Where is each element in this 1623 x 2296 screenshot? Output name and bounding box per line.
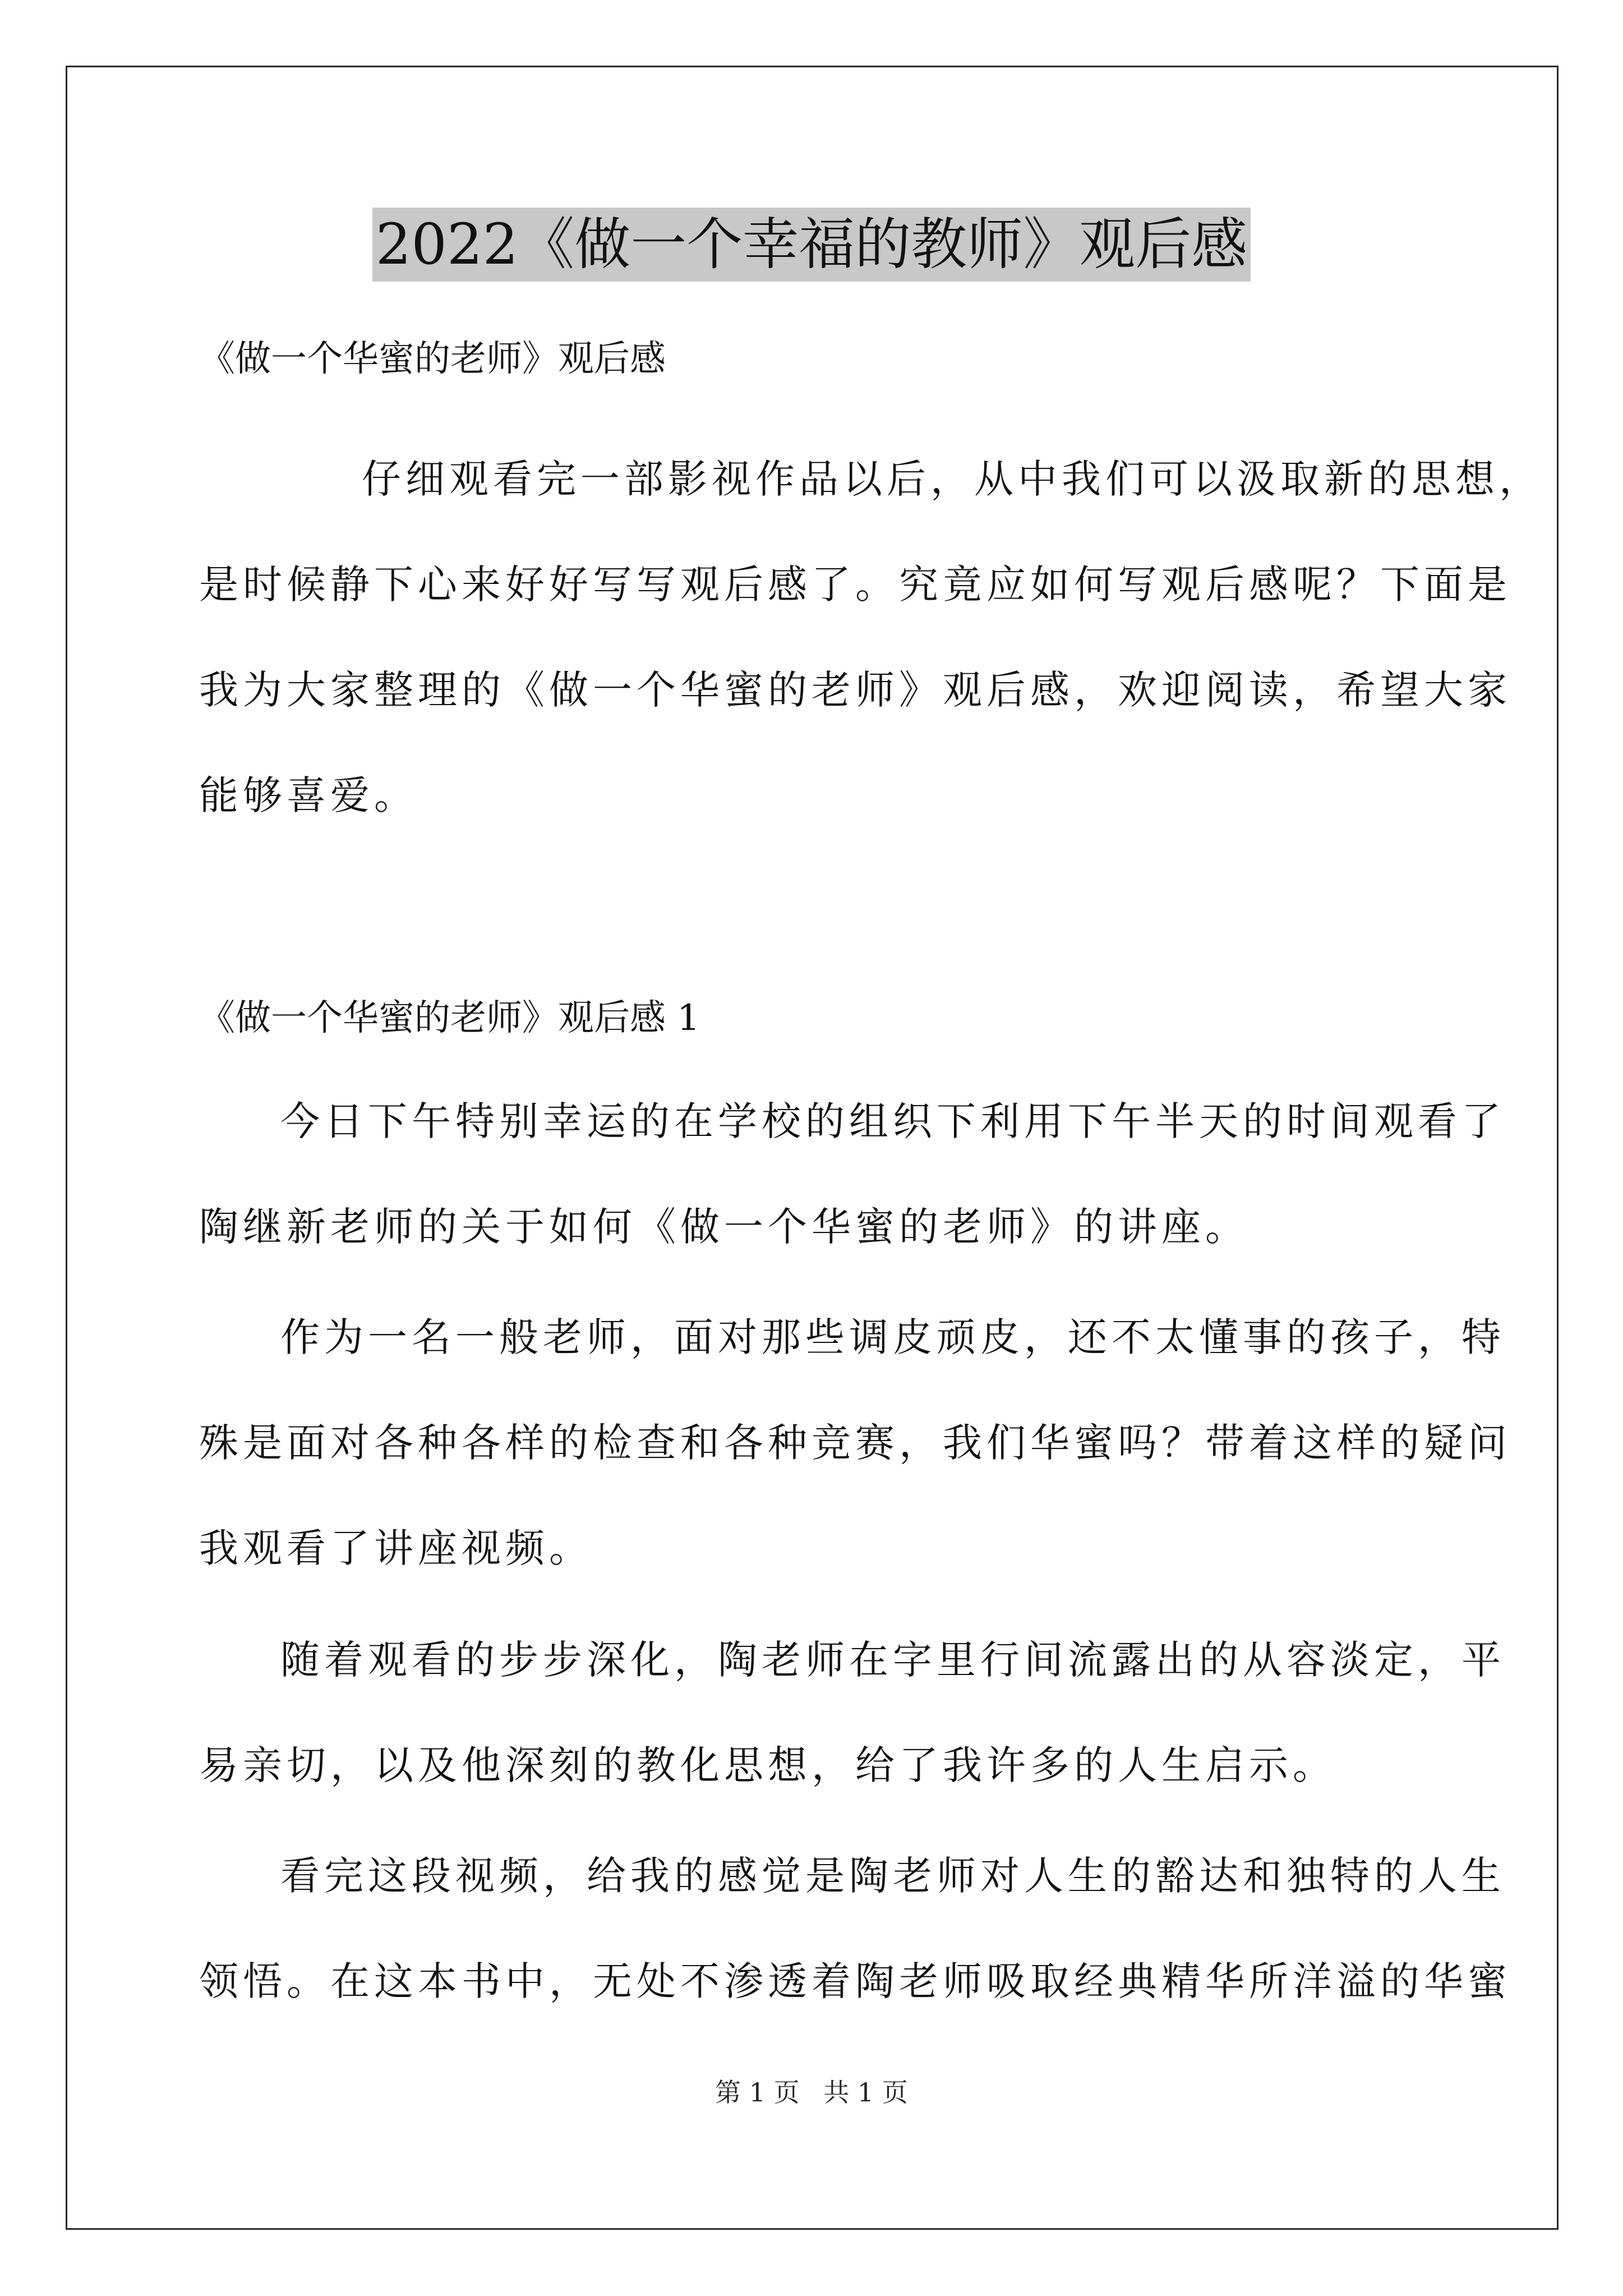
body-paragraph xyxy=(199,1823,1511,2034)
paragraph-line: 我观看了讲座视频。 xyxy=(199,1525,593,1571)
body-paragraph xyxy=(199,1069,1505,1280)
page-total: 共 1 页 xyxy=(823,2077,908,2108)
intro-line: 仔细观看完一部影视作品以后，从中我们可以汲取新的思想， xyxy=(362,456,1543,502)
document-subtitle: 《做一个华蜜的老师》观后感 xyxy=(199,338,666,380)
paragraph-line: 作为一名一般老师，面对那些调皮顽皮，还不太懂事的孩子，特 xyxy=(280,1314,1505,1360)
page-number: 第 1 页 xyxy=(715,2077,800,2108)
intro-line: 能够喜爱。 xyxy=(199,772,418,818)
page-footer xyxy=(0,2076,1623,2109)
paragraph-line: 殊是面对各种各样的检查和各种竞赛，我们华蜜吗？带着这样的疑问 xyxy=(199,1420,1511,1466)
paragraph-line: 随着观看的步步深化，陶老师在字里行间流露出的从容淡定，平 xyxy=(280,1637,1505,1683)
paragraph-line: 易亲切，以及他深刻的教化思想，给了我许多的人生启示。 xyxy=(199,1742,1336,1788)
paragraph-line: 陶继新老师的关于如何《做一个华蜜的老师》的讲座。 xyxy=(199,1204,1249,1250)
paragraph-line: 看完这段视频，给我的感觉是陶老师对人生的豁达和独特的人生 xyxy=(280,1853,1505,1899)
paragraph-line: 领悟。在这本书中，无处不渗透着陶老师吸取经典精华所洋溢的华蜜 xyxy=(199,1958,1511,2004)
title-container xyxy=(0,208,1623,282)
body-paragraph xyxy=(199,1285,1511,1601)
intro-paragraph xyxy=(199,426,1543,848)
body-paragraph xyxy=(199,1607,1505,1818)
paragraph-line: 今日下午特别幸运的在学校的组织下利用下午半天的时间观看了 xyxy=(280,1098,1505,1144)
document-title: 2022《做一个幸福的教师》观后感 xyxy=(372,208,1251,282)
section-heading: 《做一个华蜜的老师》观后感 1 xyxy=(199,997,700,1039)
intro-line: 是时候静下心来好好写写观后感了。究竟应如何写观后感呢？下面是 xyxy=(199,562,1511,608)
intro-line: 我为大家整理的《做一个华蜜的老师》观后感，欢迎阅读，希望大家 xyxy=(199,667,1511,713)
